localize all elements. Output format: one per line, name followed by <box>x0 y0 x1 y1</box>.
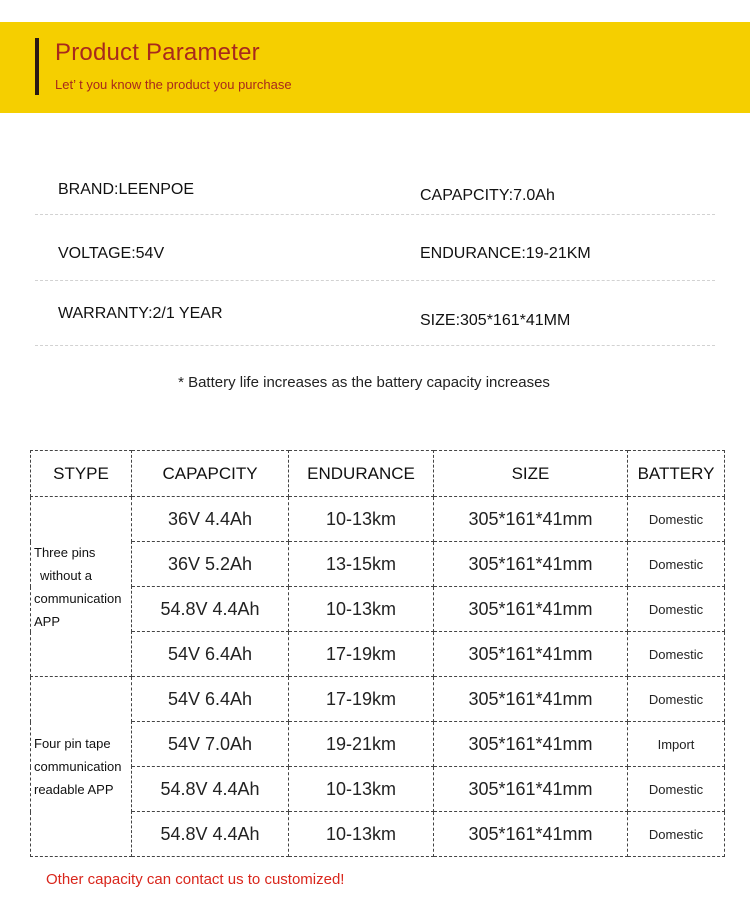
stype-line: without a <box>40 567 93 583</box>
endurance-cell: 19-21km <box>289 722 434 767</box>
size-cell: 305*161*41mm <box>434 722 628 767</box>
header-battery: BATTERY <box>628 451 725 497</box>
header-size: SIZE <box>434 451 628 497</box>
page-subtitle: Let’ t you know the product you purchase <box>55 77 292 92</box>
size-cell: 305*161*41mm <box>434 497 628 542</box>
table-row <box>31 812 725 857</box>
endurance-label: ENDURANCE:19-21KM <box>420 245 591 262</box>
battery-cell: Import <box>628 722 725 767</box>
header-capacity: CAPAPCITY <box>132 451 289 497</box>
contact-note: Other capacity can contact us to customized! <box>46 871 345 888</box>
table-header-row <box>31 451 725 497</box>
size-cell: 305*161*41mm <box>434 767 628 812</box>
spec-table <box>30 450 725 857</box>
header-banner <box>0 22 750 113</box>
header-stype: STYPE <box>31 451 132 497</box>
divider <box>35 214 715 215</box>
endurance-cell: 10-13km <box>289 767 434 812</box>
size-cell: 305*161*41mm <box>434 632 628 677</box>
capacity-cell: 54V 6.4Ah <box>132 632 289 677</box>
endurance-cell: 13-15km <box>289 542 434 587</box>
capacity-cell: 54.8V 4.4Ah <box>132 587 289 632</box>
battery-cell: Domestic <box>628 632 725 677</box>
table-row <box>31 767 725 812</box>
battery-cell: Domestic <box>628 587 725 632</box>
battery-cell: Domestic <box>628 677 725 722</box>
capacity-cell: 36V 4.4Ah <box>132 497 289 542</box>
divider <box>35 345 715 346</box>
battery-cell: Domestic <box>628 767 725 812</box>
size-cell: 305*161*41mm <box>434 812 628 857</box>
capacity-cell: 54V 7.0Ah <box>132 722 289 767</box>
brand-label: BRAND:LEENPOE <box>58 181 195 198</box>
capacity-label: CAPAPCITY:7.0Ah <box>420 187 555 204</box>
stype-cell <box>31 497 132 677</box>
endurance-cell: 10-13km <box>289 497 434 542</box>
table-row <box>31 632 725 677</box>
stype-line: APP <box>34 613 61 629</box>
table-row <box>31 542 725 587</box>
table-row <box>31 677 725 722</box>
stype-line: communication <box>34 590 122 606</box>
size-cell: 305*161*41mm <box>434 587 628 632</box>
stype-line: communication <box>34 759 122 774</box>
size-label: SIZE:305*161*41MM <box>420 312 571 329</box>
battery-cell: Domestic <box>628 812 725 857</box>
endurance-cell: 17-19km <box>289 632 434 677</box>
battery-cell: Domestic <box>628 497 725 542</box>
endurance-cell: 10-13km <box>289 587 434 632</box>
stype-cell <box>31 677 132 857</box>
size-cell: 305*161*41mm <box>434 677 628 722</box>
capacity-cell: 54.8V 4.4Ah <box>132 812 289 857</box>
size-cell: 305*161*41mm <box>434 542 628 587</box>
warranty-label: WARRANTY:2/1 YEAR <box>58 305 223 322</box>
capacity-cell: 54V 6.4Ah <box>132 677 289 722</box>
endurance-cell: 10-13km <box>289 812 434 857</box>
endurance-cell: 17-19km <box>289 677 434 722</box>
capacity-cell: 36V 5.2Ah <box>132 542 289 587</box>
header-endurance: ENDURANCE <box>289 451 434 497</box>
table-row <box>31 587 725 632</box>
battery-note: * Battery life increases as the battery capacity increases <box>178 374 550 391</box>
voltage-label: VOLTAGE:54V <box>58 245 165 262</box>
battery-cell: Domestic <box>628 542 725 587</box>
table-row <box>31 497 725 542</box>
stype-line: readable APP <box>34 782 114 797</box>
stype-line: Three pins <box>34 544 96 560</box>
capacity-cell: 54.8V 4.4Ah <box>132 767 289 812</box>
divider <box>35 280 715 281</box>
stype-line: Four pin tape <box>34 736 111 751</box>
page-title: Product Parameter <box>55 39 260 66</box>
accent-bar <box>35 38 39 95</box>
table-row <box>31 722 725 767</box>
